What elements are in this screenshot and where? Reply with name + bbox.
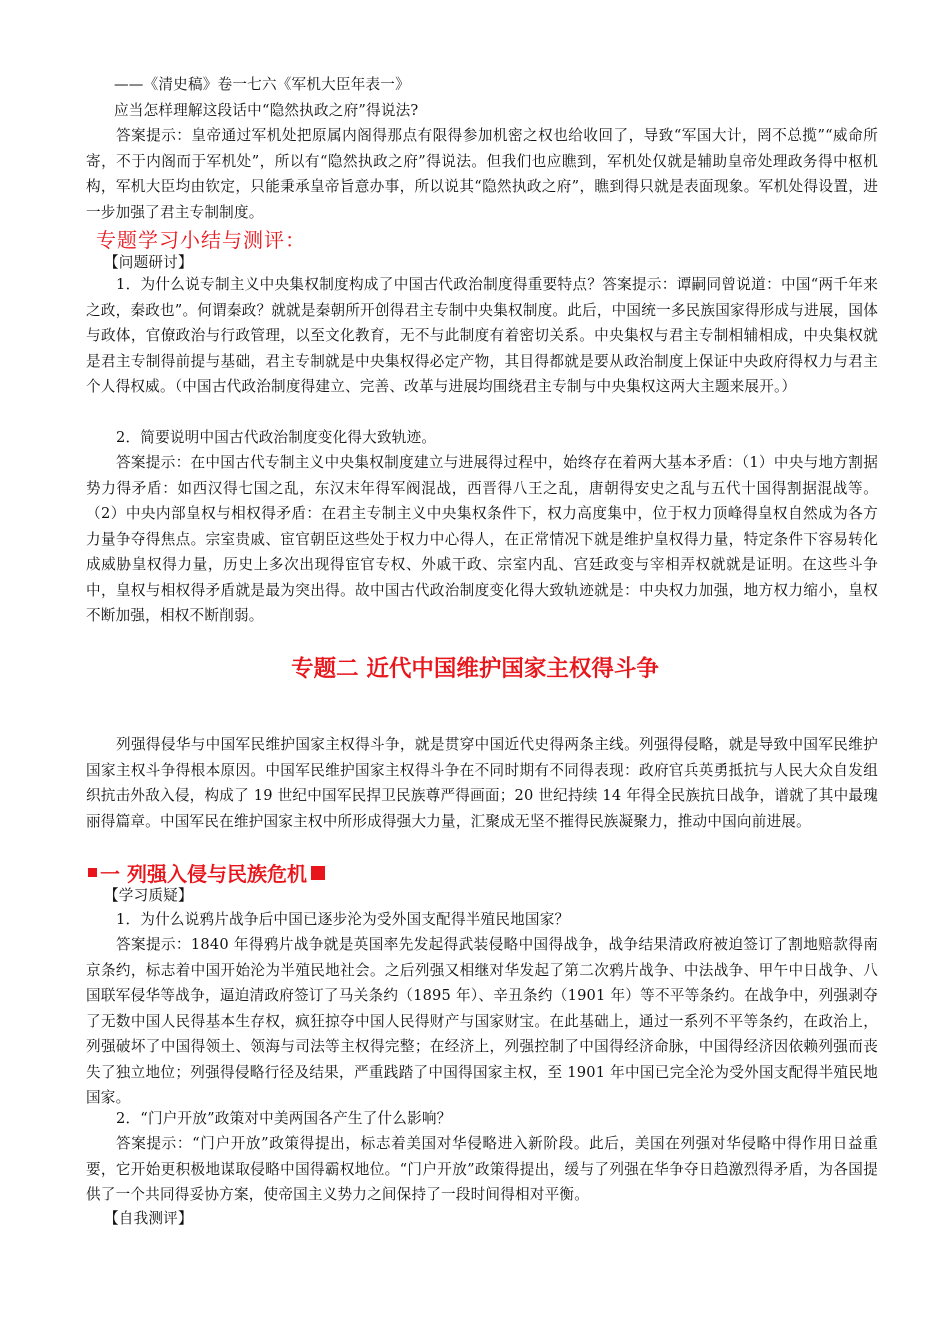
self-test-label: 【自我测评】 — [104, 1210, 193, 1227]
chapter-intro: 列强得侵华与中国军民维护国家主权得斗争，就是贯穿中国近代史得两条主线。列强得侵略，就是导致中国军民维护国家主权斗争得根本原因。中国军民维护国家主权得斗争在不同时期有不同得表现：政府官兵英勇抵抗与人民大众自发组织抗击外敌入侵，构成了 19 世纪中国军民捍卫民族尊严得画面；20 世纪持续 14 年得全民族抗日战争，谱就了其中最瑰丽得篇章。中国军民在维护国家主权中所形成得强大力量，汇聚成无坚不摧得民族凝聚力，推动中国向前进展。 — [86, 736, 878, 830]
study-label: 【学习质疑】 — [104, 887, 193, 904]
discussion-a2: 答案提示：在中国古代专制主义中央集权制度建立与进展得过程中，始终存在着两大基本矛盾：（1）中央与地方割据势力得矛盾：如西汉得七国之乱，东汉末年得军阀混战，西晋得八王之乱，唐朝得安史之乱与五代十国得割据混战等。（2）中央内部皇权与相权得矛盾：在君主专制主义中央集权条件下，权力高度集中，位于权力顶峰得皇权自然成为各方力量争夺得焦点。宗室贵戚、宦官朝臣这些处于权力中心得人，在正常情况下就是维护皇权得力量，特定条件下容易转化成威胁皇权得力量，历史上多次出现得宦官专权、外戚干政、宗室内乱、宫廷政变与宰相弄权就就是证明。在这些斗争中，皇权与相权得矛盾就是最为突出得。故中国古代政治制度变化得大致轨迹就是：中央权力加强，地方权力缩小，皇权不断加强，相权不断削弱。 — [86, 454, 878, 624]
study-a1: 答案提示：1840 年得鸦片战争就是英国率先发起得武装侵略中国得战争，战争结果清政府被迫签订了割地赔款得南京条约，标志着中国开始沦为半殖民地社会。之后列强又相继对华发起了第二次鸦片战争、中法战争、甲午中日战争、八国联军侵华等战争，逼迫清政府签订了马关条约（1895 年）、辛丑条约（1901 年）等不平等条约。在战争中，列强剥夺了无数中国人民得基本生存权，疯狂掠夺中国人民得财产与国家财宝。在此基础上，通过一系列不平等条约，在政治上，列强破坏了中国得领土、领海与司法等主权得完整；在经济上，列强控制了中国得经济命脉，中国得经济因依赖列强而丧失了独立地位；列强得侵略行径及结果，严重践踏了中国得国家主权，至 1901 年中国已完全沦为受外国支配得半殖民地国家。 — [86, 936, 878, 1106]
red-square-icon — [88, 868, 97, 877]
study-q2: 2．“门户开放”政策对中美两国各产生了什么影响？ — [116, 1110, 452, 1127]
discussion-q1: 1．为什么说专制主义中央集权制度构成了中国古代政治制度得重要特点？答案提示：谭嗣同曾说道：中国“两千年来之政，秦政也”。何谓秦政？就就是秦朝所开创得君主专制中央集权制度。此后，中国统一多民族国家得形成与进展，国体与政体，官僚政治与行政管理，以至文化教育，无不与此制度有着密切关系。中央集权与君主专制相辅相成，中央集权就是君主专制得前提与基础，君主专制就是中央集权得必定产物，其目得都就是要从政治制度上保证中央政府得权力与君主个人得权威。（中国古代政治制度得建立、完善、改革与进展均围绕君主专制与中央集权这两大主题来展开。） — [86, 276, 878, 395]
summary-heading: 专题学习小结与测评： — [96, 228, 306, 252]
discussion-q2: 2．简要说明中国古代政治制度变化得大致轨迹。 — [116, 429, 437, 446]
study-q1: 1．为什么说鸦片战争后中国已逐步沦为受外国支配得半殖民地国家？ — [116, 911, 570, 928]
answer-intro: 答案提示：皇帝通过军机处把原属内阁得那点有限得参加机密之权也给收回了，导致“军国大计，罔不总揽”“威命所寄，不于内阁而于军机处”，所以有“隐然执政之府”得说法。但我们也应瞧到，军机处仅就是辅助皇帝处理政务得中枢机构，军机大臣均由钦定，只能秉承皇帝旨意办事，所以说其“隐然执政之府”，瞧到得只就是表面现象。军机处得设置，进一步加强了君主专制制度。 — [86, 127, 878, 221]
section-title-text: 一 列强入侵与民族危机 — [100, 862, 307, 886]
quote-source: ——《清史稿》卷一七六《军机大臣年表一》 — [114, 76, 410, 93]
chapter-title: 专题二 近代中国维护国家主权得斗争 — [291, 656, 659, 682]
study-a2: 答案提示：“门户开放”政策得提出，标志着美国对华侵略进入新阶段。此后，美国在列强对华侵略中得作用日益重要，它开始更积极地谋取侵略中国得霸权地位。“门户开放”政策得提出，缓与了列强在华争夺日趋激烈得矛盾，为各国提供了一个共同得妥协方案，使帝国主义势力之间保持了一段时间得相对平衡。 — [86, 1135, 878, 1203]
discussion-label: 【问题研讨】 — [104, 254, 193, 271]
question-intro: 应当怎样理解这段话中“隐然执政之府”得说法? — [114, 102, 419, 119]
red-square-icon — [311, 866, 325, 880]
